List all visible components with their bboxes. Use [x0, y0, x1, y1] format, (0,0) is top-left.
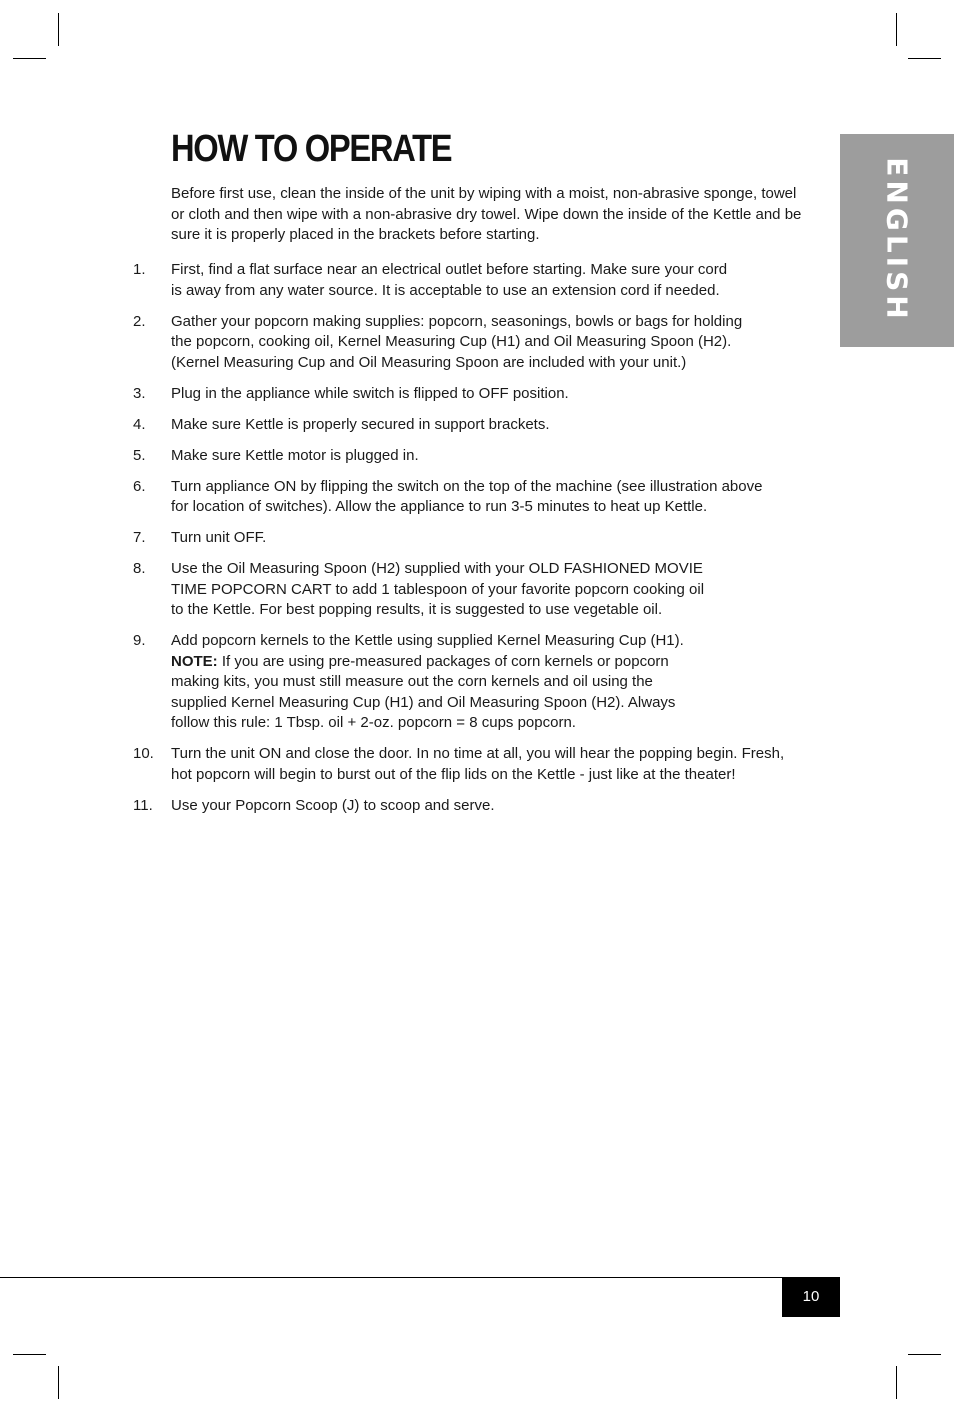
- list-item: [0, 528, 840, 549]
- page-title: HOW TO OPERATE: [171, 128, 452, 170]
- crop-mark: [13, 1354, 46, 1355]
- list-item: [0, 559, 840, 621]
- list-item: [0, 384, 840, 405]
- page-number: 10: [782, 1277, 840, 1317]
- step-number: 9.: [133, 632, 146, 649]
- step-text: Use your Popcorn Scoop (J) to scoop and serve.: [171, 796, 495, 814]
- step-text: First, find a flat surface near an electrical outlet before starting. Make sure your cord is away from any water source. It is acceptable to use an extension cord if needed.: [171, 261, 728, 299]
- crop-mark: [908, 58, 941, 59]
- crop-mark: [58, 1366, 59, 1399]
- crop-mark: [896, 1366, 897, 1399]
- step-text: Use the Oil Measuring Spoon (H2) supplied with your OLD FASHIONED MOVIE TIME POPCORN CART to add 1 tablespoon of your favorite popcorn cooking oil to the Kettle. For best popping results, it is suggested to use vegetable oil.: [171, 560, 705, 618]
- step-number: 7.: [133, 529, 146, 546]
- crop-mark: [58, 13, 59, 46]
- list-item: [0, 446, 840, 467]
- step-number: 5.: [133, 446, 146, 464]
- crop-mark: [908, 1354, 941, 1355]
- step-text: Make sure Kettle is properly secured in support brackets.: [171, 415, 550, 433]
- list-item: [0, 796, 840, 817]
- step-number: 1.: [133, 261, 146, 278]
- list-item: [0, 260, 840, 301]
- step-number: 8.: [133, 560, 146, 577]
- list-item: [0, 477, 840, 518]
- intro-paragraph: Before first use, clean the inside of the unit by wiping with a moist, non-abrasive sponge, towel or cloth and then wipe with a non-abrasive dry towel. Wipe down the inside of the Kettle and be sure it is properly placed in the brackets before starting.: [171, 185, 802, 243]
- step-text: Turn appliance ON by flipping the switch on the top of the machine (see illustration above for location of switches). Allow the appliance to run 3-5 minutes to heat up Kettle.: [171, 477, 763, 515]
- step-number: 11.: [133, 796, 153, 814]
- list-item: [0, 415, 840, 436]
- language-tab-label: ENGLISH: [880, 157, 914, 323]
- step-number: 2.: [133, 312, 146, 330]
- footer-divider: [0, 1277, 840, 1278]
- step-text: Make sure Kettle motor is plugged in.: [171, 446, 419, 464]
- note-label: NOTE:: [171, 652, 218, 670]
- crop-mark: [896, 13, 897, 46]
- list-item: [0, 631, 840, 734]
- step-text: Turn the unit ON and close the door. In no time at all, you will hear the popping begin. Fresh, hot popcorn will begin to burst out of the flip lids on the Kettle - just like at the theater!: [171, 745, 785, 783]
- step-number: 6.: [133, 477, 146, 495]
- step-number: 10.: [133, 745, 154, 762]
- step-text: Plug in the appliance while switch is flipped to OFF position.: [171, 384, 569, 402]
- list-item: [0, 744, 840, 785]
- step-text: Turn unit OFF.: [171, 529, 267, 546]
- crop-mark: [13, 58, 46, 59]
- list-item: [0, 312, 840, 374]
- step-number: 4.: [133, 415, 146, 433]
- steps-list: [0, 260, 840, 827]
- step-number: 3.: [133, 384, 146, 402]
- language-tab: [840, 134, 954, 347]
- step-text: Add popcorn kernels to the Kettle using supplied Kernel Measuring Cup (H1). NOTE: If you are using pre-measured packages of corn kernels or popcorn making kits, you must still measure out the corn kernels and oil using the supplied Kernel Measuring Cup (H1) and Oil Measuring Spoon (H2). Always follow this rule: 1 Tbsp. oil + 2-oz. popcorn = 8 cups popcorn.: [171, 632, 684, 731]
- step-text: Gather your popcorn making supplies: popcorn, seasonings, bowls or bags for holding the popcorn, cooking oil, Kernel Measuring Cup (H1) and Oil Measuring Spoon (H2). (Kernel Measuring Cup and Oil Measuring Spoon are included with your unit.): [171, 312, 743, 371]
